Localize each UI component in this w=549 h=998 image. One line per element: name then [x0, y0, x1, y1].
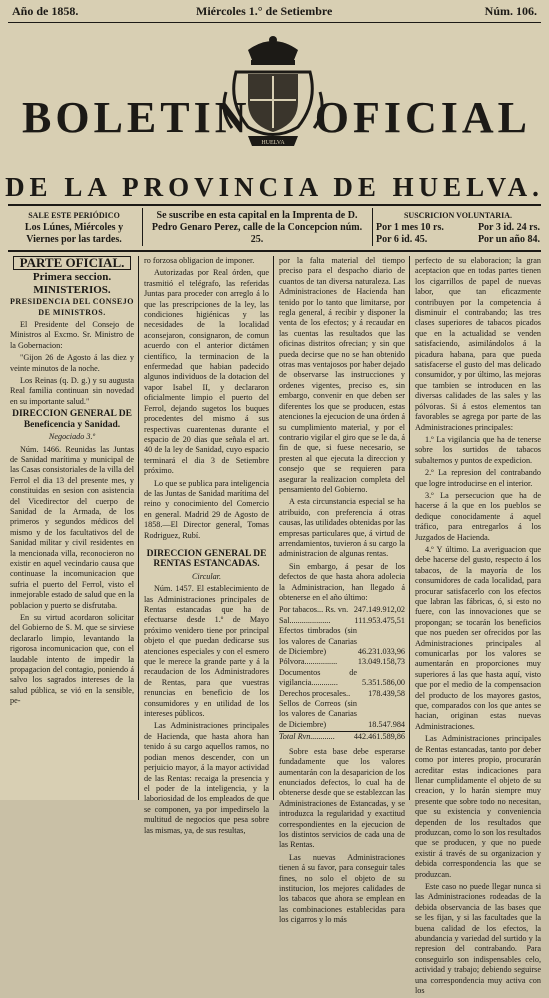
paragraph: Núm. 1466. Reunidas las Juntas de Sanidad marítima y municipal de las Casas consistoriales de la villa del Ferrol el dia 13 del presente mes, y constituidas en sesion con asistencia del Vicedirector del cuerpo de Sanidad de la Armada, de los primeros y segundos médicos del mismo y de los facultativos del de Sanidad militar y civil residentes en la mencionada villa, reconocieron no existir en aquel vecindario causa que continuase la incomunicacion que sufria el puerto del Ferrol, visto el inmejorable estado de salud que en la poblacion y puerto se disfrutaba. [10, 444, 134, 610]
paragraph: Lo que se publica para inteligencia de las Juntas de Sanidad marítima del reino y conocimiento del Comercio en general. Madrid 29 de Agosto de 1858.—El Director general, Tomas Rodriguez, Rubí. [144, 478, 269, 540]
paragraph: En su virtud acordaron solicitar del Gobierno de S. M. que se sirviese declararlo limpio, levantando la rigorosa incomunicacion que, con el laudable intento de impedir la propagacion del contagio, poniendo á salvo los sagrados intereses de la salud pública, se vió en la sensible, pe- [10, 613, 134, 706]
paragraph: 1.º La vigilancia que ha de tenerse sobre los surtidos de tabacos subalternos y puntos de expedicion. [415, 434, 541, 465]
header-rule [8, 22, 541, 23]
paragraph: 3.º La persecucion que ha de hacerse á la que en los pueblos se dedique conocidamente á aquel tráfico, para entregarlos á los Juzgados de Hacienda. [415, 490, 541, 542]
price-item: Por 6 id. 45. [376, 234, 428, 245]
paragraph: "Gijon 26 de Agosto á las diez y veinte minutos de la noche. [10, 353, 134, 373]
negotiation-label: Negociado 3.º [48, 432, 96, 442]
paragraph: ro forzosa obligacion de imponer. [144, 256, 255, 265]
periodicity-label: SALE ESTE PERIÓDICO [28, 211, 120, 220]
issue-date: Miércoles 1.° de Setiembre [196, 4, 333, 18]
info-divider [372, 208, 373, 246]
paragraph: Autorizadas por Real órden, que trasmitió el telégrafo, las referidas Juntas para proceder con arreglo á lo que las prescripciones de la ley, las condiciones higiénicas y las necesidades de la localidad aconsejaron, consignaron, de comun acuerdo con el anterior dictámen científico, la terminacion de la enfermedad que habian padecido algunos individuos de la dotacion del vapor Isabel II, y declararon oficialmente limpio el puerto del Ferrol, dejando sugetos los buques procedentes del mismo á sus respectivas cuarentenas durante el espacio de 20 dias que señala el art. 40 de la ley de Sanidad, cuyo espacio terminará el dia 3 de Setiembre próximo. [144, 268, 269, 476]
paragraph: Los Reinas (q. D. g.) y su augusta Real familia continuan sin novedad en su importante salud." [10, 376, 134, 406]
table-row: Sellos de Correos (sin los valores de Canarias de Diciembre) 18.547.984 [279, 699, 405, 729]
masthead-title-left: BOLETIN [22, 93, 251, 142]
column-2 [144, 256, 269, 838]
paragraph: El Presidente del Consejo de Ministros al Excmo. Sr. Ministro de la Gobernacion: [10, 320, 134, 350]
table-row: Pólvora................ 13.049.158,73 [279, 657, 405, 667]
info-rule [8, 250, 541, 252]
direction-title: DIRECCION GENERAL DE Beneficencia y Sanidad. [12, 409, 132, 430]
paragraph: A esta circunstancia especial se ha atribuido, con preferencia á otras causas, las utilidades obtenidas por las empresas particulares que, á virtud de arrendamientos, tuvieron á su cargo la administracion de algunas rentas. [279, 497, 405, 559]
paragraph: 2.º La represion del contrabando que logre introducirse en el interior. [415, 468, 541, 488]
ministries-title: MINISTERIOS. [33, 283, 111, 296]
paragraph: Las Administraciones principales de Hacienda, que hasta ahora han tenido á su cargo aquellos ramos, no podian menos descender, con un perjuicio mayor, á la mayor actividad de las Rentas: recaiga la presencia y el poder de la inteligencia, y la laboriosidad de los empleados de que se componen, ya por impedirselo la multitud de negocios que pesa sobre las mismas, ya, de sus resultas, [144, 721, 269, 835]
subscription-label: SUSCRICION VOLUNTARIA. [403, 211, 512, 220]
masthead-title-right: OFICIAL [314, 93, 531, 142]
circular-label: Circular. [191, 571, 222, 581]
price-item: Por 1 mes 10 rs. [376, 222, 444, 233]
table-row: Sal.................... 111.953.475,51 [279, 615, 405, 625]
price-item: Por un año 84. [477, 234, 540, 245]
direction-title: DIRECCION GENERAL DE RENTAS ESTANCADAS. [146, 548, 267, 570]
paragraph: Las nuevas Administraciones tienen á su favor, para conseguir tales fines, no solo el objeto de su institucion, los mejores calidades de los tabacos que ahora se emplean en las combinaciones establecidas para los cigarros y lo más [279, 852, 405, 925]
issue-year: Año de 1858. [12, 4, 79, 18]
column-divider [138, 256, 139, 800]
paragraph: 4.º Y último. La averiguacion que debe hacerse del gusto, respecto á los tabacos, de la mayoría de los consumidores de cada localidad, para procurar satisfacerlo con los efectos que labran las fábricas, ó, si esto no fuere, con las innovaciones que se propongan; se tocarán los beneficios que nos pueden ser ofrecidos por las Administraciones principales al comunicarlas por los valores se aumentarán en proporciones muy superiores á las que hasta aquí, visto que por el medio de la compensacion del producto de los mayores gastos, que, comparados con los que antes se hacian, originan estas nuevas Administraciones. [415, 544, 541, 731]
price-item: Por 3 id. 24 rs. [477, 222, 540, 233]
presidency-title: PRESIDENCIA DEL CONSEJO DE MINISTROS. [10, 297, 134, 317]
table-row: Efectos timbrados (sin los valores de Canarias de Diciembre) 46.231.033,96 [279, 626, 405, 657]
revenue-table [279, 605, 405, 742]
paragraph: Este caso no puede llegar nunca si las Administraciones rodeadas de la debida observancia de las bases que se les fijan, y si las facultades que la buena calidad de los efectos, la abundancia y variedad del surtido y la represion del contrabando. Para conseguirlo son indispensables celo, actividad y trabajo; debiendo seguirse una correspondencia muy activa con los [415, 881, 541, 996]
table-row: Documentos de vigilancia............. 5.351.586,00 [279, 667, 405, 688]
paragraph: Sin embargo, á pesar de los defectos de que hasta ahora adolecia la Administracion, han llegado á obtenerse en el año último: [279, 561, 405, 602]
masthead-subtitle: DE LA PROVINCIA DE HUELVA. [5, 172, 544, 202]
paragraph: Sobre esta base debe esperarse fundadamente que los valores aumentarán con la desaparicion de los enunciados defectos, lo cual ha de obtenerse desde que se establezcan las Administraciones de Estancadas, y se introduzca la regularidad y exactitud correspondientes en la ejecucion de los distintos servicios de cada una de las Rentas. [279, 746, 405, 850]
column-3 [279, 256, 405, 928]
masthead-rule [8, 204, 541, 206]
issue-number: Núm. 106. [484, 4, 537, 18]
subscription-box [376, 210, 540, 246]
crest-banner: HUELVA [261, 140, 285, 146]
paragraph: por la falta material del tiempo preciso para el despacho diario de cuantos de tan diversa naturaleza. Las Administraciones de Hacienda han tenido por lo tanto que limitarse, por regla general, á recibir y disponer la venta de los efectos; y á recaudar en las cuentas las resultados que las oficinas distritos ofrecian; y sin que pueda decirse que no se han obtenido otras mas ventajosos por haber dejado de observarse las instrucciones y ordenes vigentes, preciso es, sin embargo, convenir en que deben ser diferentes los que se producen, estas atenciones la ejecucion de una órden á su cumplimiento material, y por el contrario vigilar el giro que se le da, á fin de que, si fuese necesario, se presten al que ejecuta la direccion y consejo que se requieren para asegurar la realizacion completa del pensamiento del Gobierno. [279, 256, 405, 494]
subscription-place: Se suscribe en esta capital en la Imprenta de D. Pedro Genaro Perez, calle de la Concepcion núm. 25. [151, 210, 363, 245]
section-title: Primera seccion. [32, 271, 112, 284]
table-row: Derechos procesales.. 178.439,58 [279, 688, 405, 698]
paragraph: Núm. 1457. El establecimiento de las Administraciones principales de Rentas estancadas que ha de efectuarse desde 1.º de Mayo próximo venidero tiene por principal objeto el que puedan dedicarse sus atenciones especiales y con el esmero que le merece la grande parte y á la recaudacion de los Administradores de Rentas, para que vuestras renuncias en beneficio de los consumidores y en utilidad de los intereses públicos. [144, 584, 269, 719]
periodicity-days: Los Lúnes, Miércoles y Viernes por las tardes. [24, 222, 124, 245]
column-1 [10, 256, 134, 709]
table-row-total: Total Rvn............ 442.461.589,86 [279, 732, 405, 742]
paragraph: Las Administraciones principales de Rentas estancadas, tanto por deber como por interes propio, procurarán acreditar estas indicaciones para llenar cumplidamente el objeto de su creacion, y lo harán siempre muy presente que sobre todo no necesitan, que su existencia y conveniencia dependen de los resultados que produzcan, como lo son los resultados que se producen, y que no puede existir á través de su organizacion y debida correspondencia las que se produzcan. [415, 734, 541, 879]
info-divider [142, 208, 143, 246]
column-divider [409, 256, 410, 800]
column-divider [273, 256, 274, 800]
column-4 [415, 256, 541, 998]
table-row: Por tabacos... Rs. vn. 247.149.912,02 [279, 605, 405, 615]
paragraph: perfecto de su elaboracion; la gran aceptacion que en todas partes tienen los cigarrillos de papel de nuevas labor, que tan eficazmente contribuyen por la competencia á disminuir el contrabando; las tres clases superiores de tabacos picados que en la actualidad se venden satisfaciendo, asimilándolos á la picadura habana, para que pueda satisfacerse el gusto del mas delicado consumidor, y por último, las mejoras que tambien se introducen en las diversas calidades de las sales y las pólvoras. Si á estos elementos tan favorables se agrega por parte de las Administraciones principales: [415, 256, 541, 432]
issue-header [0, 0, 549, 22]
part-label: PARTE OFICIAL. [13, 256, 132, 270]
periodicity-box [10, 210, 138, 246]
